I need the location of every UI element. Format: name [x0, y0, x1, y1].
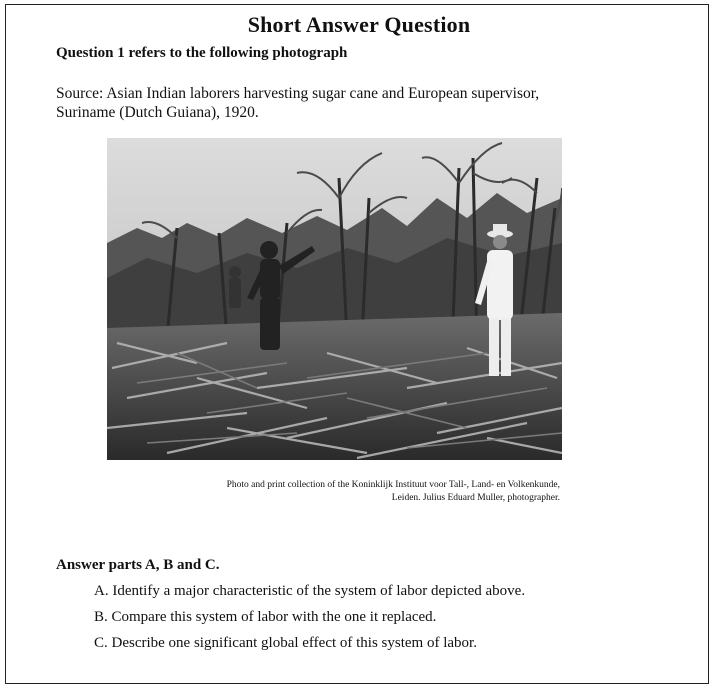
part-c: C. Describe one significant global effect of this system of labor. — [94, 635, 477, 651]
source-line-2: Suriname (Dutch Guiana), 1920. — [56, 104, 259, 121]
question-intro: Question 1 refers to the following photograph — [56, 45, 348, 61]
answer-heading: Answer parts A, B and C. — [56, 557, 220, 573]
photo-caption — [110, 479, 560, 505]
caption-line-2: Leiden. Julius Eduard Muller, photographer. — [391, 493, 560, 503]
page-title: Short Answer Question — [247, 12, 471, 37]
part-b: B. Compare this system of labor with the one it replaced. — [94, 609, 437, 625]
caption-line-1: Photo and print collection of the Koninklijk Instituut voor Tall-, Land- en Volkenkunde, — [226, 480, 560, 490]
sugarcane-photograph — [107, 138, 562, 460]
question-parts — [94, 582, 525, 660]
part-a: A. Identify a major characteristic of the system of labor depicted above. — [94, 583, 526, 599]
source-text — [56, 84, 616, 122]
source-line-1: Source: Asian Indian laborers harvesting sugar cane and European supervisor, — [56, 85, 540, 102]
